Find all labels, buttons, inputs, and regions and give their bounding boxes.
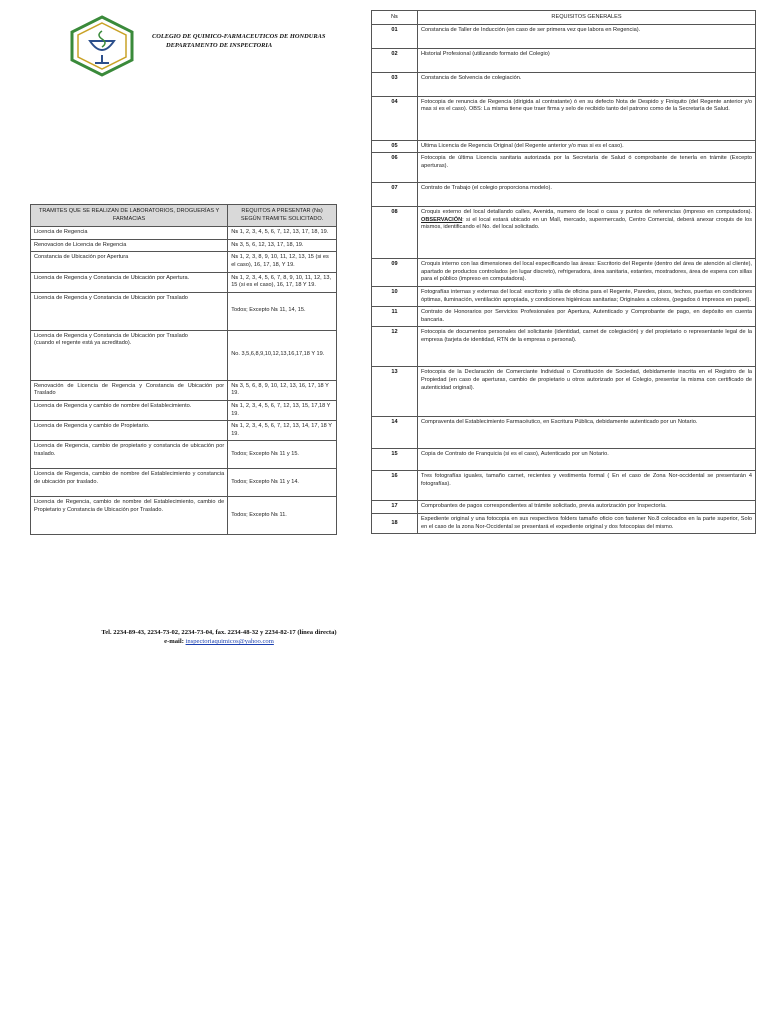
requisito-number: 01 — [372, 24, 418, 48]
table-row — [372, 96, 756, 140]
tramite-cell: Licencia de Regencia, cambio de nombre del Establecimiento y constancia de ubicación por traslado. — [31, 469, 228, 497]
tramite-cell: Licencia de Regencia, cambio de nombre del Establecimiento, cambio de Propietario y Constancia de Ubicación por Traslado. — [31, 497, 228, 535]
requisito-text: Tres fotografías iguales, tamaño carnet, recientes y vestimenta formal ( En el caso de Zona Nor-occidental se presentarán 4 fotografías). — [418, 471, 756, 501]
requisito-number: 15 — [372, 449, 418, 471]
requisito-text: Compraventa del Establecimiento Farmacéutico, en Escritura Pública, debidamente autenticado por un Notario. — [418, 417, 756, 449]
table-row — [372, 307, 756, 327]
tramites-header-col2: REQUITOS A PRESENTAR (Nꜱ) SEGÚN TRAMITE SOLICITADO. — [228, 205, 337, 227]
requisito-text: Comprobantes de pagos correspondientes al trámite solicitado, previa autorización por Inspectoría. — [418, 501, 756, 514]
requisito-number: 14 — [372, 417, 418, 449]
requisito-text-part: Croquis externo del local detallando calles, Avenida, numero de local o casa y puntos de referencias (impreso en computadora). — [421, 209, 752, 216]
requisito-number: 17 — [372, 501, 418, 514]
requisito-number: 02 — [372, 48, 418, 72]
table-row — [372, 501, 756, 514]
tramites-table — [30, 204, 337, 535]
requisitos-cell: Nꜱ 3, 5, 6, 8, 9, 10, 12, 13, 16, 17, 18 Y 19. — [228, 380, 337, 400]
requisito-number: 06 — [372, 153, 418, 183]
requisito-text: Constancia de Solvencia de colegiación. — [418, 72, 756, 96]
table-row — [31, 400, 337, 420]
email-link[interactable]: inspectoriaquimicos@yahoo.com — [185, 638, 274, 645]
table-row — [372, 207, 756, 259]
table-row — [372, 48, 756, 72]
requisitos-cell: Nꜱ 1, 2, 3, 4, 5, 6, 7, 8, 9, 10, 11, 12, 13, 15 (si es el caso), 16, 17, 18 Y 19. — [228, 272, 337, 292]
requisitos-cell: Nꜱ 1, 2, 3, 4, 5, 6, 7, 12, 13, 14, 17, 18 Y 19. — [228, 421, 337, 441]
org-line-1: COLEGIO DE QUIMICO-FARMACEUTICOS DE HONDURAS — [152, 33, 326, 40]
table-row — [372, 417, 756, 449]
tramite-text: Licencia de Regencia y Constancia de Ubicación por Traslado — [34, 332, 188, 339]
requisito-number: 18 — [372, 513, 418, 533]
table-row — [31, 292, 337, 330]
requisito-text: Fotocopia de última Licencia sanitaria autorizada por la Secretaría de Salud ó comprobante de tenerla en trámite (Excepto aperturas). — [418, 153, 756, 183]
table-row — [31, 380, 337, 400]
requisitos-header-title: REQUISITOS GENERALES — [418, 11, 756, 25]
tramite-cell: Licencia de Regencia, cambio de propietario y constancia de ubicación por traslado. — [31, 441, 228, 469]
requisitos-cell: Todos; Excepto Nꜱ 11 y 15. — [228, 441, 337, 469]
tramite-cell: Licencia de Regencia y Constancia de Ubicación por Traslado — [31, 292, 228, 330]
requisitos-cell: Nꜱ 3, 5, 6, 12, 13, 17, 18, 19. — [228, 239, 337, 252]
requisito-number: 07 — [372, 183, 418, 207]
requisitos-header-number: Nꜱ — [372, 11, 418, 25]
requisito-text: Expediente original y una fotocopia en sus respectivos folders tamaño oficio con fastener No.8 colocados en la parte superior, Solo en el caso de la zona Nor-Occidental se presentará el expediente original y dos fotocopias del mismo. — [418, 513, 756, 533]
tramite-cell: Licencia de Regencia y cambio de Propietario. — [31, 421, 228, 441]
requisito-number: 05 — [372, 140, 418, 153]
college-logo — [66, 15, 138, 77]
requisito-text: Copia de Contrato de Franquicia (si es el caso), Autenticado por un Notario. — [418, 449, 756, 471]
tramite-cell: Renovacion de Licencia de Regencia — [31, 239, 228, 252]
table-row — [31, 441, 337, 469]
tramite-cell: Licencia de Regencia — [31, 227, 228, 240]
table-row — [31, 469, 337, 497]
table-row — [31, 330, 337, 380]
table-row — [372, 153, 756, 183]
requisito-text: Constancia de Taller de Inducción (en caso de ser primera vez que labora en Regencia). — [418, 24, 756, 48]
tramite-note: (cuando el regente está ya acreditado). — [34, 340, 132, 347]
requisito-text: Historial Profesional (utilizando formato del Colegio) — [418, 48, 756, 72]
contact-phones: Tel. 2234-89-43, 2234-73-02, 2234-73-04, fax. 2234-48-32 y 2234-82-17 (línea directa) — [101, 629, 337, 636]
requisito-number: 11 — [372, 307, 418, 327]
observacion-label: OBSERVACIÓN — [421, 216, 463, 223]
requisitos-cell: Todos; Excepto Nꜱ 11 y 14. — [228, 469, 337, 497]
requisitos-cell: Todos; Excepto Nꜱ 11. — [228, 497, 337, 535]
requisito-text-part: : si el local estará ubicado en un Mall, mercado, supermercado, Centro Comercial, deberá anexar croquis de los mismos, identificando el No. del local solicitado. — [421, 216, 752, 231]
table-row — [372, 140, 756, 153]
requisito-text: Contrato de Trabajo (el colegio proporciona modelo). — [418, 183, 756, 207]
table-row — [372, 327, 756, 367]
tramite-cell: Constancia de Ubicación por Apertura — [31, 252, 228, 272]
requisito-text: Fotografías internas y externas del local: escritorio y silla de oficina para el Regente, Paredes, pisos, techos, puertas en condiciones óptimas, iluminación, ventilación apropiada, y condiciones higiénicas sanitarias; Originales a colores, (pegados ó impresos en papel). — [418, 286, 756, 306]
org-line-2: DEPARTAMENTO DE INSPECTORIA — [166, 42, 273, 49]
table-row — [31, 239, 337, 252]
requisitos-cell: No. 3,5,6,8,9,10,12,13,16,17,18 Y 19. — [228, 330, 337, 380]
requisito-text — [418, 207, 756, 259]
requisitos-cell: Nꜱ 1, 2, 3, 8, 9, 10, 11, 12, 13, 15 (si es el caso), 16, 17, 18, Y 19. — [228, 252, 337, 272]
requisito-number: 12 — [372, 327, 418, 367]
table-row — [31, 421, 337, 441]
requisito-number: 08 — [372, 207, 418, 259]
table-row — [372, 513, 756, 533]
table-row — [31, 227, 337, 240]
requisito-number: 13 — [372, 367, 418, 417]
table-row — [372, 259, 756, 287]
contact-footer — [64, 628, 374, 646]
table-row — [31, 497, 337, 535]
requisitos-cell: Todos; Excepto Nꜱ 11, 14, 15. — [228, 292, 337, 330]
requisito-text: Croquis interno con las dimensiones del local especificando las áreas: Escritorio del Regente (dentro del área de atención al cliente), apartado de productos controlados (en lugar discreto), refrigeradora, área sanitaria, estantes, mostradores, área de espera con sillas para el público (impreso en computadora). — [418, 259, 756, 287]
table-row — [372, 449, 756, 471]
requisito-number: 16 — [372, 471, 418, 501]
requisito-text: Fotocopia de la Declaración de Comerciante Individual o Constitución de Sociedad, debidamente inscrita en el Registro de la Propiedad (en caso de aperturas, cambio de propietario u otros autorizado por el Colegio, presentar la misma con certificado de autenticidad original). — [418, 367, 756, 417]
table-row — [372, 24, 756, 48]
contact-email-line — [64, 637, 374, 646]
requisitos-table — [371, 10, 756, 534]
table-row — [372, 471, 756, 501]
requisitos-cell: Nꜱ 1, 2, 3, 4, 5, 6, 7, 12, 13, 15, 17,18 Y 19. — [228, 400, 337, 420]
requisito-number: 10 — [372, 286, 418, 306]
requisito-text: Ultima Licencia de Regencia Original (del Regente anterior y/o mas si es el caso). — [418, 140, 756, 153]
requisito-number: 03 — [372, 72, 418, 96]
tramite-cell: Renovación de Licencia de Regencia y Constancia de Ubicación por Traslado — [31, 380, 228, 400]
table-row — [372, 367, 756, 417]
requisito-text: Fotocopia de documentos personales del solicitante (identidad, carnet de colegiación) y del propietario o representante legal de la empresa (tarjeta de identidad, RTN de la empresa o personal). — [418, 327, 756, 367]
table-row — [372, 183, 756, 207]
table-row — [372, 286, 756, 306]
tramites-header-col1: TRAMITES QUE SE REALIZAN DE LABORATORIOS, DROGUERÍAS Y FARMACIAS — [31, 205, 228, 227]
tramite-cell: Licencia de Regencia y Constancia de Ubicación por Apertura. — [31, 272, 228, 292]
tramite-cell: Licencia de Regencia y cambio de nombre del Establecimiento. — [31, 400, 228, 420]
requisitos-cell: Nꜱ 1, 2, 3, 4, 5, 6, 7, 12, 13, 17, 18, 19. — [228, 227, 337, 240]
organization-name — [152, 32, 325, 50]
requisito-number: 09 — [372, 259, 418, 287]
email-label: e-mail: — [164, 638, 186, 645]
requisito-number: 04 — [372, 96, 418, 140]
table-row — [372, 72, 756, 96]
table-row — [31, 272, 337, 292]
table-row — [31, 252, 337, 272]
requisito-text: Fotocopia de renuncia de Regencia (dirigida al contratante) ó en su defecto Nota de Despido y Finiquito (del Regente anterior y/o mas si es el caso). OBS: La misma tiene que traer firma y selo de recibido tanto del patrono como de la Secretaría de Salud. — [418, 96, 756, 140]
requisito-text: Contrato de Honorarios por Servicios Profesionales por Apertura, Autenticado y Comprobante de pago, en depósito en cuenta bancaria. — [418, 307, 756, 327]
tramite-cell — [31, 330, 228, 380]
